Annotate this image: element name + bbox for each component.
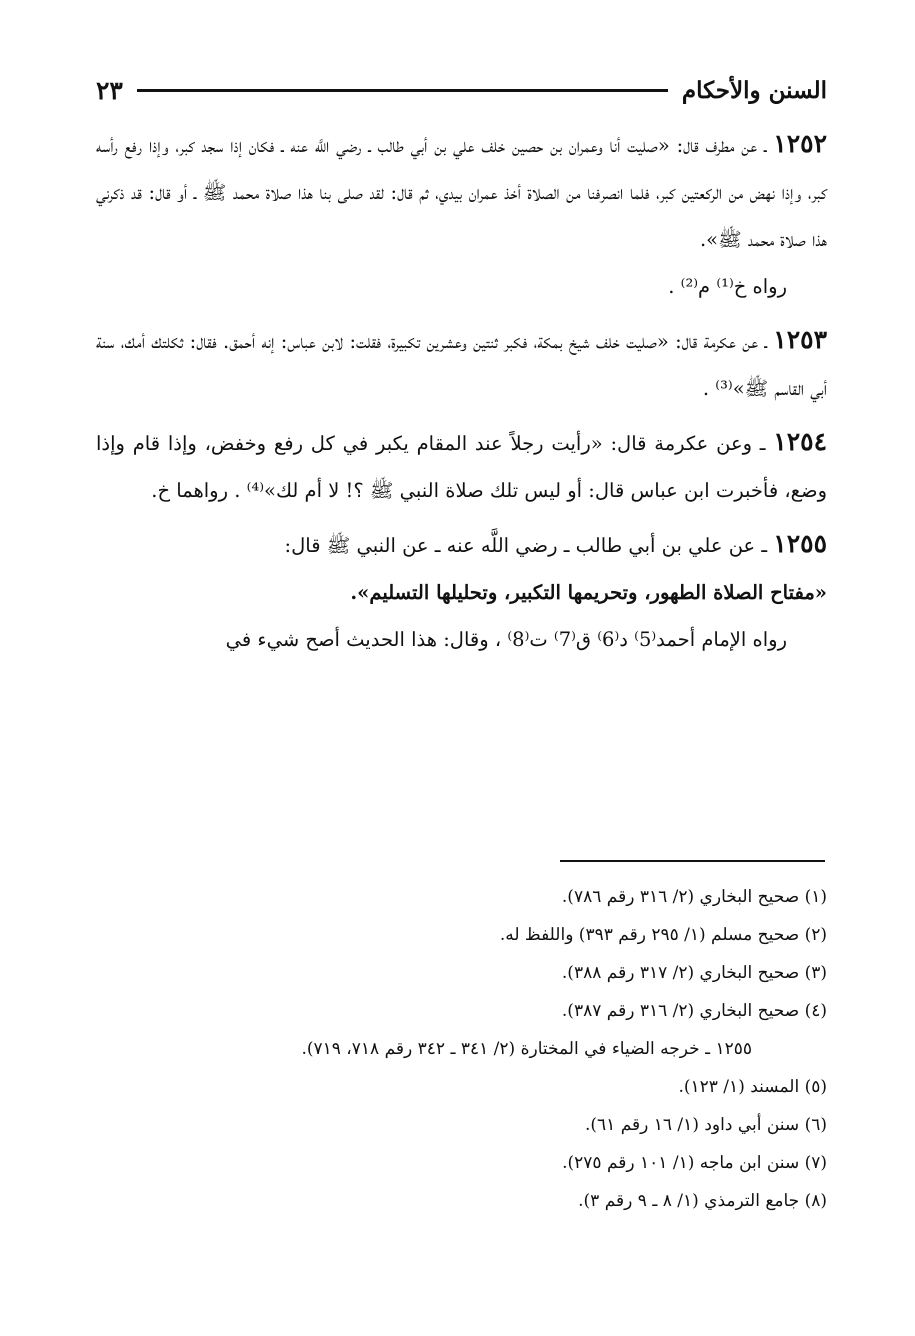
hadith-1254 xyxy=(96,418,827,514)
footnote: (٦) سنن أبي داود (١/ ١٦ رقم ٦١). xyxy=(584,1115,827,1135)
hadith-source: رواه خ⁽¹⁾ م⁽²⁾ . xyxy=(668,275,787,298)
header-rule xyxy=(137,89,668,92)
page-number: ٢٣ xyxy=(96,75,123,105)
footnote-separator xyxy=(560,860,825,862)
footnote: (٧) سنن ابن ماجه (١/ ١٠١ رقم ٢٧٥). xyxy=(562,1153,827,1173)
footnote: (٥) المسند (١/ ١٢٣). xyxy=(678,1077,827,1097)
hadith-1252 xyxy=(96,120,827,310)
hadith-text: ـ عن مطرف قال: «صليت أنا وعمران بن حصين خلف علي بن أبي طالب ـ رضي اللَّه عنه ـ فكان إذا سجد كبر، وإذا رفع رأسه كبر، وإذا نهض من الركعتين كبر، فلما انصرفنا من الصلاة أخذ عمران بيدي، ثم قال: لقد صلى بنا هذا صلاة محمد ﷺ ـ أو قال: قد ذكرني هذا صلاة محمد ﷺ». xyxy=(96,134,827,251)
footnote-takhrij: ١٢٥٥ ـ خرجه الضياء في المختارة (٢/ ٣٤١ ـ ٣٤٢ رقم ٧١٨، ٧١٩). xyxy=(301,1039,752,1059)
hadith-text: ـ وعن عكرمة قال: «رأيت رجلاً عند المقام يكبر في كل رفع وخفض، وإذا قام وإذا وضع، فأخبرت ابن عباس قال: أو ليس تلك صلاة النبي ﷺ ؟! لا أم لك»⁽⁴⁾ . رواهما خ. xyxy=(96,432,827,502)
hadith-text: ـ عن علي بن أبي طالب ـ رضي اللَّه عنه ـ عن النبي ﷺ قال: xyxy=(284,534,774,557)
hadith-1255 xyxy=(96,520,827,663)
hadith-1253 xyxy=(96,316,827,412)
hadith-number: ١٢٥٣ xyxy=(773,325,827,354)
hadith-number: ١٢٥٤ xyxy=(773,427,827,456)
header-title: السنن والأحكام xyxy=(681,76,827,104)
footnotes xyxy=(96,878,827,1220)
main-text xyxy=(96,120,827,663)
footnote: (٢) صحيح مسلم (١/ ٢٩٥ رقم ٣٩٣) واللفظ له. xyxy=(499,925,827,945)
hadith-number: ١٢٥٢ xyxy=(773,129,827,158)
running-header xyxy=(96,70,827,110)
hadith-text: ـ عن عكرمة قال: «صليت خلف شيخ بمكة، فكبر ثنتين وعشرين تكبيرة، فقلت: لابن عباس: إنه أحمق. فقال: ثكلتك أمك، سنة أبي القاسم ﷺ»⁽³⁾ . xyxy=(96,330,827,400)
hadith-number: ١٢٥٥ xyxy=(773,529,827,558)
footnote: (٤) صحيح البخاري (٢/ ٣١٦ رقم ٣٨٧). xyxy=(561,1001,827,1021)
footnote: (١) صحيح البخاري (٢/ ٣١٦ رقم ٧٨٦). xyxy=(561,887,827,907)
footnote: (٨) جامع الترمذي (١/ ٨ ـ ٩ رقم ٣). xyxy=(578,1191,827,1211)
hadith-quote: «مفتاح الصلاة الطهور، وتحريمها التكبير، وتحليلها التسليم». xyxy=(350,581,827,604)
footnote: (٣) صحيح البخاري (٢/ ٣١٧ رقم ٣٨٨). xyxy=(561,963,827,983)
hadith-source: رواه الإمام أحمد⁽5⁾ د⁽6⁾ ق⁽7⁾ ت⁽8⁾ ، وقال: هذا الحديث أصح شيء في xyxy=(225,628,787,651)
